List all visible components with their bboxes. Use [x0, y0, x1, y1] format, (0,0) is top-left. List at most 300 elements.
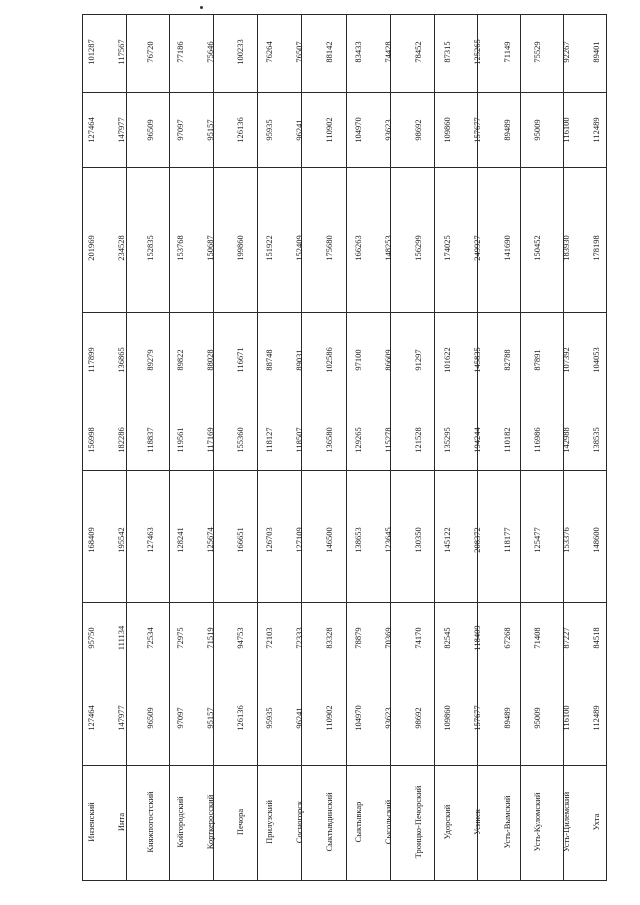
value-cell-text: 183930: [560, 235, 571, 261]
table-col-border: [346, 14, 347, 880]
value-cell: [353, 705, 364, 731]
value-cell-text: 110182: [501, 427, 512, 453]
value-cell-text: 91297: [412, 349, 423, 371]
value-cell-text: 138535: [590, 427, 601, 453]
value-cell: [204, 627, 215, 649]
value-cell: [442, 117, 453, 143]
value-cell-text: 98692: [412, 119, 423, 141]
value-cell-text: 71149: [501, 41, 512, 63]
value-cell: [293, 41, 304, 63]
value-cell: [590, 527, 601, 553]
table-row-border: [82, 92, 607, 93]
value-cell: [234, 347, 245, 373]
value-cell-text: 104053: [590, 347, 601, 373]
value-cell: [174, 627, 185, 649]
table-col-border: [606, 14, 607, 880]
district-name-cell-text: Корткеросский: [204, 794, 215, 850]
value-cell-text: 67268: [501, 627, 512, 649]
value-cell: [560, 41, 571, 63]
value-cell-text: 125265: [471, 39, 482, 65]
value-cell-text: 86609: [382, 349, 393, 371]
value-cell: [263, 349, 274, 371]
value-cell-text: 110902: [323, 705, 334, 731]
value-cell-text: 101287: [85, 39, 96, 65]
value-cell-text: 148253: [382, 235, 393, 261]
value-cell: [174, 41, 185, 63]
value-cell: [145, 627, 156, 649]
value-cell: [471, 39, 482, 65]
value-cell: [263, 627, 274, 649]
district-name-cell: [353, 801, 364, 843]
value-cell: [382, 707, 393, 729]
value-cell: [234, 705, 245, 731]
value-cell: [115, 705, 126, 731]
value-cell-text: 123645: [382, 527, 393, 553]
value-cell: [115, 527, 126, 553]
value-cell: [145, 527, 156, 553]
value-cell-text: 89031: [293, 349, 304, 371]
table-col-border: [257, 14, 258, 880]
value-cell-text: 97097: [174, 707, 185, 729]
value-cell: [353, 427, 364, 453]
value-cell-text: 88748: [263, 349, 274, 371]
value-cell-text: 72333: [293, 627, 304, 649]
table-row-border: [82, 880, 607, 881]
value-cell: [590, 41, 601, 63]
value-cell: [174, 235, 185, 261]
value-cell: [412, 41, 423, 63]
value-cell: [531, 707, 542, 729]
district-name-cell-text: Сыктывдинский: [323, 792, 334, 852]
district-name-cell-text: Сысольский: [382, 799, 393, 845]
value-cell: [353, 527, 364, 553]
value-cell-text: 109860: [442, 117, 453, 143]
value-cell-text: 115278: [382, 427, 393, 453]
value-cell: [501, 427, 512, 453]
value-cell-text: 125674: [204, 527, 215, 553]
value-cell: [560, 347, 571, 373]
value-cell: [323, 41, 334, 63]
value-cell: [590, 347, 601, 373]
value-cell: [382, 41, 393, 63]
value-cell: [263, 235, 274, 261]
value-cell-text: 96509: [145, 119, 156, 141]
value-cell: [293, 349, 304, 371]
value-cell: [353, 627, 364, 649]
table-row-border: [82, 602, 607, 603]
value-cell: [323, 347, 334, 373]
value-cell-text: 104970: [353, 117, 364, 143]
value-cell: [85, 427, 96, 453]
value-cell: [145, 427, 156, 453]
value-cell-text: 127464: [85, 705, 96, 731]
value-cell-text: 195542: [115, 527, 126, 553]
district-name-cell: [293, 800, 304, 844]
district-name-cell-text: Койгородский: [174, 796, 185, 848]
value-cell: [234, 235, 245, 261]
value-cell-text: 95009: [531, 119, 542, 141]
value-cell: [531, 349, 542, 371]
value-cell: [590, 705, 601, 731]
value-cell: [204, 427, 215, 453]
value-cell-text: 201969: [85, 235, 96, 261]
value-cell: [412, 707, 423, 729]
value-cell-text: 117899: [85, 347, 96, 373]
value-cell-text: 156299: [412, 235, 423, 261]
value-cell: [115, 625, 126, 651]
value-cell-text: 141690: [501, 235, 512, 261]
value-cell: [442, 705, 453, 731]
value-cell: [85, 627, 96, 649]
value-cell: [85, 527, 96, 553]
value-cell-text: 150687: [204, 235, 215, 261]
value-cell: [85, 117, 96, 143]
district-name-cell-text: Сосногорск: [293, 800, 304, 844]
value-cell-text: 93623: [382, 707, 393, 729]
value-cell-text: 126136: [234, 117, 245, 143]
value-cell: [531, 119, 542, 141]
value-cell-text: 89401: [590, 41, 601, 63]
value-cell: [323, 117, 334, 143]
table-col-border: [82, 14, 83, 880]
value-cell-text: 118177: [501, 527, 512, 553]
value-cell: [293, 527, 304, 553]
value-cell-text: 117567: [115, 39, 126, 65]
value-cell: [293, 235, 304, 261]
value-cell-text: 147977: [115, 117, 126, 143]
value-cell-text: 93623: [382, 119, 393, 141]
value-cell-text: 78452: [412, 41, 423, 63]
value-cell-text: 72975: [174, 627, 185, 649]
value-cell-text: 148600: [590, 527, 601, 553]
value-cell-text: 152409: [293, 235, 304, 261]
value-cell: [234, 117, 245, 143]
value-cell: [471, 625, 482, 651]
value-cell-text: 145122: [442, 527, 453, 553]
value-cell: [442, 427, 453, 453]
value-cell-text: 199860: [234, 235, 245, 261]
district-name-cell: [85, 802, 96, 842]
value-cell: [204, 235, 215, 261]
value-cell-text: 136580: [323, 427, 334, 453]
value-cell: [263, 707, 274, 729]
value-cell: [471, 117, 482, 143]
value-cell-text: 116986: [531, 427, 542, 453]
value-cell: [442, 527, 453, 553]
value-cell-text: 127464: [85, 117, 96, 143]
value-cell: [323, 527, 334, 553]
district-name-cell: [145, 791, 156, 853]
value-cell-text: 142988: [560, 427, 571, 453]
value-cell-text: 125477: [531, 527, 542, 553]
scan-speck: [200, 6, 203, 9]
value-cell-text: 71519: [204, 627, 215, 649]
value-cell: [382, 349, 393, 371]
value-cell: [85, 705, 96, 731]
value-cell-text: 156998: [85, 427, 96, 453]
district-name-cell-text: Инта: [115, 812, 126, 832]
value-cell: [590, 427, 601, 453]
value-cell: [353, 235, 364, 261]
value-cell: [501, 349, 512, 371]
value-cell: [590, 235, 601, 261]
value-cell-text: 102586: [323, 347, 334, 373]
district-name-cell: [204, 794, 215, 850]
value-cell: [560, 627, 571, 649]
value-cell-text: 157677: [471, 705, 482, 731]
value-cell-text: 129265: [353, 427, 364, 453]
value-cell-text: 118507: [293, 427, 304, 453]
value-cell-text: 87227: [560, 627, 571, 649]
value-cell-text: 146500: [323, 527, 334, 553]
value-cell-text: 74170: [412, 627, 423, 649]
value-cell-text: 208372: [471, 527, 482, 553]
value-cell: [204, 41, 215, 63]
value-cell: [174, 527, 185, 553]
value-cell-text: 155360: [234, 427, 245, 453]
value-cell: [145, 349, 156, 371]
value-cell-text: 138653: [353, 527, 364, 553]
value-cell-text: 89279: [145, 349, 156, 371]
value-cell-text: 89489: [501, 707, 512, 729]
value-cell-text: 84518: [590, 627, 601, 649]
value-cell: [115, 235, 126, 261]
value-cell-text: 87315: [442, 41, 453, 63]
value-cell: [234, 627, 245, 649]
value-cell-text: 194244: [471, 427, 482, 453]
value-cell-text: 157677: [471, 117, 482, 143]
value-cell-text: 75646: [204, 41, 215, 63]
value-cell-text: 234528: [115, 235, 126, 261]
district-name-cell: [412, 785, 423, 859]
value-cell-text: 151922: [263, 235, 274, 261]
value-cell: [115, 347, 126, 373]
value-cell: [115, 427, 126, 453]
value-cell: [412, 119, 423, 141]
value-cell-text: 127109: [293, 527, 304, 553]
value-cell-text: 118409: [471, 625, 482, 651]
value-cell-text: 182286: [115, 427, 126, 453]
value-cell-text: 89822: [174, 349, 185, 371]
table-row-border: [82, 470, 607, 471]
value-cell-text: 174025: [442, 235, 453, 261]
value-cell-text: 95935: [263, 119, 274, 141]
value-cell: [323, 627, 334, 649]
value-cell: [293, 119, 304, 141]
value-cell-text: 136865: [115, 347, 126, 373]
value-cell-text: 76507: [293, 41, 304, 63]
district-name-cell: [115, 812, 126, 832]
district-name-cell: [590, 813, 601, 831]
value-cell: [204, 527, 215, 553]
value-cell: [501, 627, 512, 649]
value-cell: [145, 235, 156, 261]
value-cell: [412, 427, 423, 453]
district-name-cell-text: Усть-Куломский: [531, 792, 542, 852]
value-cell-text: 72103: [263, 627, 274, 649]
value-cell: [560, 527, 571, 553]
district-name-cell-text: Усть-Вымский: [501, 795, 512, 849]
value-cell: [145, 41, 156, 63]
value-cell: [471, 347, 482, 373]
district-name-cell-text: Сыктывкар: [353, 801, 364, 843]
district-name-cell: [442, 804, 453, 840]
value-cell: [145, 707, 156, 729]
value-cell-text: 112489: [590, 705, 601, 731]
value-cell-text: 82545: [442, 627, 453, 649]
value-cell: [234, 427, 245, 453]
value-cell-text: 101622: [442, 347, 453, 373]
value-cell: [204, 119, 215, 141]
value-cell: [501, 41, 512, 63]
value-cell-text: 97100: [353, 349, 364, 371]
value-cell-text: 168409: [85, 527, 96, 553]
value-cell: [442, 235, 453, 261]
value-cell-text: 118837: [145, 427, 156, 453]
value-cell-text: 88028: [204, 349, 215, 371]
value-cell: [531, 235, 542, 261]
value-cell-text: 104970: [353, 705, 364, 731]
value-cell: [353, 117, 364, 143]
value-cell-text: 77186: [174, 41, 185, 63]
table-row-border: [82, 167, 607, 168]
value-cell-text: 95009: [531, 707, 542, 729]
district-name-cell-text: Печора: [234, 808, 245, 836]
value-cell: [293, 627, 304, 649]
value-cell: [353, 41, 364, 63]
district-name-cell: [382, 799, 393, 845]
value-cell: [501, 707, 512, 729]
value-cell-text: 92267: [560, 41, 571, 63]
value-cell: [263, 427, 274, 453]
value-cell: [382, 235, 393, 261]
value-cell-text: 83328: [323, 627, 334, 649]
value-cell: [531, 527, 542, 553]
value-cell-text: 71408: [531, 627, 542, 649]
value-cell-text: 78879: [353, 627, 364, 649]
value-cell-text: 128241: [174, 527, 185, 553]
value-cell-text: 95935: [263, 707, 274, 729]
value-cell: [531, 427, 542, 453]
value-cell-text: 153376: [560, 527, 571, 553]
value-cell-text: 95750: [85, 627, 96, 649]
value-cell: [531, 627, 542, 649]
value-cell-text: 126703: [263, 527, 274, 553]
value-cell-text: 145835: [471, 347, 482, 373]
value-cell: [560, 117, 571, 143]
value-cell-text: 249927: [471, 235, 482, 261]
value-cell-text: 89489: [501, 119, 512, 141]
value-cell-text: 97097: [174, 119, 185, 141]
value-cell-text: 175680: [323, 235, 334, 261]
value-cell: [442, 41, 453, 63]
district-name-cell: [174, 796, 185, 848]
district-name-cell-text: Усинск: [471, 809, 482, 835]
value-cell: [442, 347, 453, 373]
value-cell-text: 100233: [234, 39, 245, 65]
value-cell: [382, 527, 393, 553]
table-col-border: [520, 14, 521, 880]
district-name-cell: [263, 800, 274, 844]
value-cell-text: 75529: [531, 41, 542, 63]
value-cell-text: 76264: [263, 41, 274, 63]
value-cell-text: 166651: [234, 527, 245, 553]
table-col-border: [169, 14, 170, 880]
value-cell-text: 166263: [353, 235, 364, 261]
value-cell-text: 112489: [590, 117, 601, 143]
table-row-border: [82, 765, 607, 766]
value-cell: [323, 427, 334, 453]
value-cell-text: 82788: [501, 349, 512, 371]
value-cell: [590, 627, 601, 649]
value-cell: [501, 119, 512, 141]
value-cell-text: 83433: [353, 41, 364, 63]
value-cell: [590, 117, 601, 143]
value-cell-text: 109860: [442, 705, 453, 731]
value-cell: [382, 627, 393, 649]
value-cell: [115, 39, 126, 65]
value-cell: [293, 427, 304, 453]
value-cell-text: 117169: [204, 427, 215, 453]
value-cell-text: 72534: [145, 627, 156, 649]
value-cell: [412, 235, 423, 261]
value-cell: [174, 349, 185, 371]
value-cell: [471, 235, 482, 261]
value-cell: [442, 627, 453, 649]
value-cell-text: 88142: [323, 41, 334, 63]
value-cell-text: 116100: [560, 705, 571, 731]
district-name-cell-text: Усть-Цилемский: [560, 791, 571, 853]
value-cell-text: 121528: [412, 427, 423, 453]
district-name-cell-text: Троицко-Печорский: [412, 785, 423, 859]
value-cell: [560, 705, 571, 731]
value-cell: [85, 235, 96, 261]
value-cell: [382, 119, 393, 141]
value-cell: [204, 707, 215, 729]
district-name-cell-text: Прилузский: [263, 800, 274, 844]
value-cell-text: 107392: [560, 347, 571, 373]
table-col-border: [434, 14, 435, 880]
value-cell: [293, 707, 304, 729]
value-cell-text: 153768: [174, 235, 185, 261]
district-name-cell-text: Удорский: [442, 804, 453, 840]
value-cell-text: 130350: [412, 527, 423, 553]
value-cell-text: 119561: [174, 427, 185, 453]
value-cell-text: 96509: [145, 707, 156, 729]
value-cell-text: 96241: [293, 119, 304, 141]
value-cell: [501, 235, 512, 261]
table-row-border: [82, 14, 607, 15]
table-col-border: [126, 14, 127, 880]
value-cell: [234, 527, 245, 553]
value-cell: [560, 427, 571, 453]
value-cell: [145, 119, 156, 141]
value-cell-text: 147977: [115, 705, 126, 731]
value-cell-text: 150452: [531, 235, 542, 261]
value-cell: [531, 41, 542, 63]
value-cell-text: 111134: [115, 625, 126, 651]
value-cell-text: 95157: [204, 119, 215, 141]
value-cell-text: 70369: [382, 627, 393, 649]
value-cell: [174, 427, 185, 453]
value-cell: [560, 235, 571, 261]
district-name-cell: [234, 808, 245, 836]
value-cell: [471, 527, 482, 553]
value-cell-text: 152835: [145, 235, 156, 261]
value-cell-text: 110902: [323, 117, 334, 143]
value-cell: [85, 347, 96, 373]
value-cell: [382, 427, 393, 453]
